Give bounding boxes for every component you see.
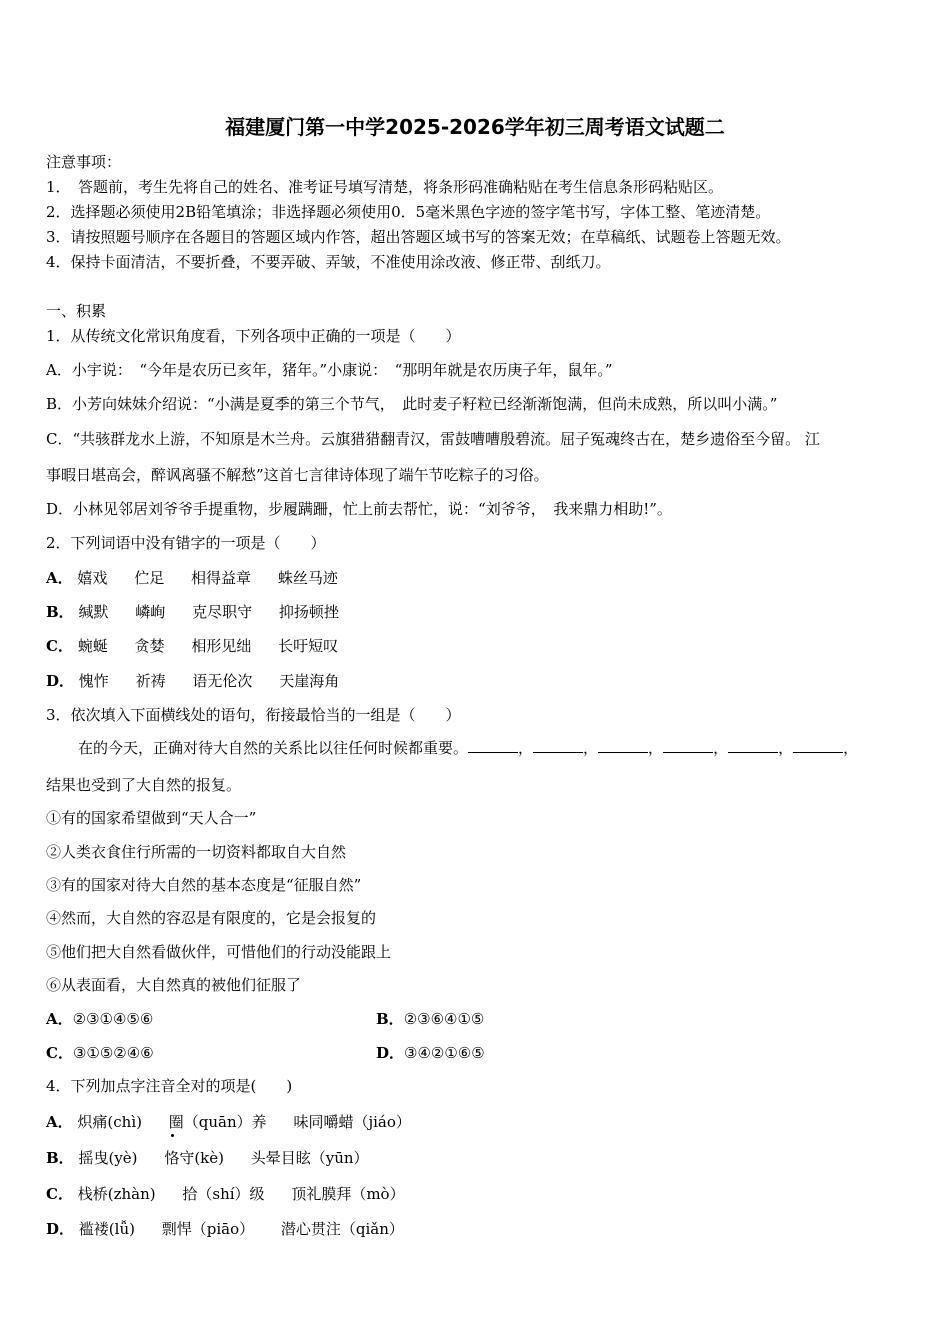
pinyin-item: 圈（quān）养 — [168, 1113, 267, 1131]
pinyin-item: 剽悍（piāo） — [161, 1220, 255, 1238]
notice-item-2: 2．选择题必须使用2B铅笔填涂；非选择题必须使用0．5毫米黑色字迹的签字笔书写，字体工整、笔迹清楚。 — [46, 203, 771, 221]
answer-blank — [468, 738, 518, 753]
option-letter: A． — [46, 569, 73, 587]
word: 蜿蜒 — [77, 637, 108, 655]
word: 缄默 — [78, 603, 109, 621]
word: 蛛丝马迹 — [277, 569, 338, 587]
option-letter: B． — [376, 1010, 404, 1028]
pinyin-item: 顶礼膜拜（mò） — [291, 1185, 405, 1203]
pinyin-item: 潜心贯注（qiǎn） — [280, 1220, 404, 1238]
q1-option-b: B．小芳向妹妹介绍说：“小满是夏季的第三个节气， 此时麦子籽粒已经渐渐饱满，但尚未成熟，所以叫小满。” — [46, 395, 778, 413]
q3-sentence-2: ②人类衣食住行所需的一切资料都取自大自然 — [46, 843, 347, 861]
notice-item-4: 4．保持卡面清洁，不要折叠，不要弄破、弄皱，不准使用涂改液、修正带、刮纸刀。 — [46, 253, 611, 271]
q3-sentence-4: ④然而，大自然的容忍是有限度的，它是会报复的 — [46, 909, 377, 927]
pinyin-item: 炽痛(chì) — [77, 1113, 142, 1131]
page-title: 福建厦门第一中学2025-2026学年初三周考语文试题二 — [225, 115, 725, 139]
option-text: ③①⑤②④⑥ — [72, 1044, 154, 1062]
word: 克尽职守 — [192, 603, 253, 621]
option-letter: B． — [46, 1149, 74, 1167]
option-letter: A． — [46, 1010, 73, 1028]
q4-option-b — [46, 1148, 369, 1168]
q4-option-d — [46, 1219, 404, 1239]
option-letter: D． — [46, 672, 75, 690]
option-text: ②③①④⑤⑥ — [72, 1010, 154, 1028]
q3-option-d — [376, 1043, 485, 1063]
notice-item-1: 1． 答题前，考生先将自己的姓名、准考证号填写清楚，将条形码准确粘贴在考生信息条形码粘贴区。 — [46, 178, 724, 196]
q3-stem: 3．依次填入下面横线处的语句，衔接最恰当的一组是（ ） — [46, 706, 461, 724]
q2-option-a — [46, 568, 338, 588]
notice-heading: 注意事项： — [46, 153, 122, 171]
pinyin-item: 恪守(kè) — [164, 1149, 224, 1167]
q1-option-c-line2: 事暇日堪高会，醉讽离骚不解愁”这首七言律诗体现了端午节吃粽子的习俗。 — [46, 466, 549, 484]
pinyin-item: 褴褛(lǚ) — [78, 1220, 135, 1238]
word: 贪婪 — [134, 637, 165, 655]
notice-item-3: 3．请按照题号顺序在各题目的答题区域内作答，超出答题区域书写的答案无效；在草稿纸、试题卷上答题无效。 — [46, 228, 791, 246]
q3-option-c — [46, 1043, 154, 1063]
q1-option-a: A．小宇说： “今年是农历已亥年，猪年。”小康说： “那明年就是农历庚子年，鼠年。” — [46, 361, 613, 379]
q3-passage-line2: 结果也受到了大自然的报复。 — [46, 776, 242, 794]
pinyin-item: 摇曳(yè) — [78, 1149, 138, 1167]
answer-blank — [598, 738, 648, 753]
q3-passage-line1: 在的今天，正确对待大自然的关系比以往任何时候都重要。 ， ， ， ， ， ， — [78, 739, 859, 757]
q2-option-c — [46, 636, 338, 656]
q3-sentence-5: ⑤他们把大自然看做伙伴，可惜他们的行动没能跟上 — [46, 943, 392, 961]
q4-option-c — [46, 1184, 405, 1204]
option-letter: D． — [376, 1044, 405, 1062]
word: 愧怍 — [78, 672, 109, 690]
answer-blank — [663, 738, 713, 753]
q2-option-b — [46, 602, 339, 622]
q2-stem: 2．下列词语中没有错字的一项是（ ） — [46, 534, 326, 552]
q3-sentence-1: ①有的国家希望做到“天人合一” — [46, 809, 257, 827]
option-text: ③④②①⑥⑤ — [404, 1044, 485, 1062]
answer-blank — [533, 738, 583, 753]
section-heading: 一、积累 — [46, 302, 107, 320]
word: 祈祷 — [135, 672, 166, 690]
q1-option-d: D．小林见邻居刘爷爷手提重物，步履蹒跚，忙上前去帮忙，说：“刘爷爷， 我来鼎力相助!”。 — [46, 500, 672, 518]
word: 语无伦次 — [192, 672, 253, 690]
word: 长吁短叹 — [278, 637, 339, 655]
pinyin-item: 头晕目眩（yūn） — [250, 1149, 369, 1167]
answer-blank — [728, 738, 778, 753]
pinyin-item: 栈桥(zhàn) — [77, 1185, 156, 1203]
word: 相形见绌 — [191, 637, 252, 655]
pinyin-item: 味同嚼蜡（jiáo） — [293, 1113, 411, 1131]
option-letter: D． — [46, 1220, 75, 1238]
word: 天崖海角 — [279, 672, 340, 690]
answer-blank — [793, 738, 843, 753]
q2-option-d — [46, 671, 339, 691]
option-letter: B． — [46, 603, 74, 621]
q1-stem: 1．从传统文化常识角度看，下列各项中正确的一项是（ ） — [46, 327, 461, 345]
q3-passage-text: 在的今天，正确对待大自然的关系比以往任何时候都重要。 — [78, 739, 469, 757]
pinyin-item: 拾（shí）级 — [182, 1185, 265, 1203]
word: 抑扬顿挫 — [278, 603, 339, 621]
q4-stem: 4．下列加点字注音全对的项是( ) — [46, 1077, 293, 1095]
word: 嶙峋 — [135, 603, 166, 621]
q4-option-a — [46, 1112, 411, 1132]
word: 伫足 — [134, 569, 165, 587]
option-text: ②③⑥④①⑤ — [403, 1010, 485, 1028]
q1-option-c-line1: C．“共骇群龙水上游，不知原是木兰舟。云旗猎猎翻青汉，雷鼓嘈嘈殷碧流。屈子冤魂终古在，楚乡遗俗至今留。 江 — [46, 430, 820, 448]
word: 相得益章 — [191, 569, 252, 587]
q3-option-b — [376, 1009, 484, 1029]
q3-sentence-6: ⑥从表面看，大自然真的被他们征服了 — [46, 976, 302, 994]
option-letter: C． — [46, 1044, 73, 1062]
word: 嬉戏 — [77, 569, 108, 587]
q3-sentence-3: ③有的国家对待大自然的基本态度是“征服自然” — [46, 876, 362, 894]
option-letter: A． — [46, 1113, 73, 1131]
option-letter: C． — [46, 1185, 73, 1203]
option-letter: C． — [46, 637, 73, 655]
q3-option-a — [46, 1009, 153, 1029]
